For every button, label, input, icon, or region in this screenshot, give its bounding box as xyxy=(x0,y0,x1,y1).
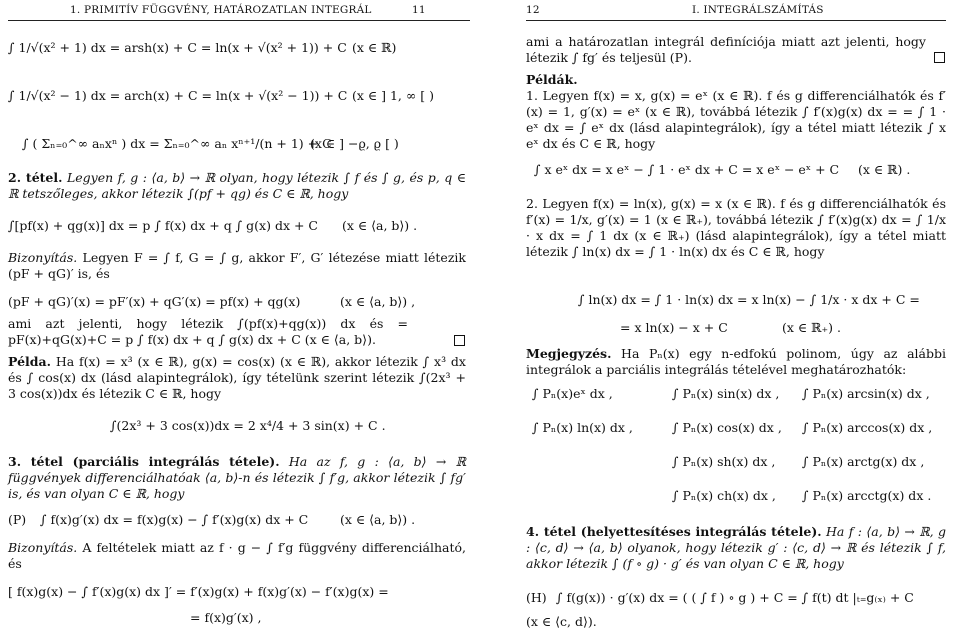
remark-integral: ∫ Pₙ(x) sin(x) dx , xyxy=(672,386,780,401)
right-page xyxy=(482,0,960,633)
theorem-4 xyxy=(526,524,946,572)
qed-square-icon xyxy=(454,335,465,346)
right-running-header xyxy=(482,4,960,20)
proof-2 xyxy=(8,540,466,572)
formula-arch-condition: (x ∈ ] 1, ∞ [ ) xyxy=(352,88,434,103)
example-1-body: Ha f(x) = x³ (x ∈ ℝ), g(x) = cos(x) (x ∈ ℝ), akkor létezik ∫ x³ dx és ∫ cos(x) dx (lásd alapintegrálok), így tételünk szerint létezik ∫(2x³ + 3 cos(x))dx és létezik C ∈ ℝ, hogy xyxy=(8,354,466,401)
theorem-4-condition: (x ∈ ⟨c, d⟩). xyxy=(526,614,597,629)
formula-arsh-condition: (x ∈ ℝ) xyxy=(352,40,397,55)
theorem-3-body: Ha az f, g : ⟨a, b⟩ → ℝ függvények differenciálhatóak ⟨a, b⟩-n és létezik ∫ f′g, akkor létezik ∫ fg′ is, és van olyan C ∈ ℝ, hogy xyxy=(8,454,466,501)
remark-integral: ∫ Pₙ(x) cos(x) dx , xyxy=(672,420,782,435)
left-page xyxy=(0,0,478,633)
example-ln-condition: (x ∈ ℝ₊) . xyxy=(782,320,841,335)
examples-heading: Példák. xyxy=(526,72,578,87)
theorem-3 xyxy=(8,454,466,502)
remark-integral: ∫ Pₙ(x) arctg(x) dx , xyxy=(802,454,925,469)
proof-2-equation-1: [ f(x)g(x) − ∫ f′(x)g(x) dx ]′ = f′(x)g(x) + f(x)g′(x) − f′(x)g(x) = xyxy=(8,584,389,599)
theorem-2-label: 2. tétel. xyxy=(8,170,63,185)
proof-1-tail: ami azt jelenti, hogy létezik ∫(pf(x)+qg(x)) dx és = pF(x)+qG(x)+C = p ∫ f(x) dx + q ∫ g(x) dx + C (x ∈ ⟨a, b⟩). xyxy=(8,316,408,347)
proof-2-body: A feltételek miatt az f · g − ∫ f′g függvény differenciálható, és xyxy=(8,540,466,571)
remark-integral: ∫ Pₙ(x) ln(x) dx , xyxy=(532,420,633,435)
remark-body: Ha Pₙ(x) egy n-edfokú polinom, úgy az alábbi integrálok a parciális integrálás tételével meghatározhatók: xyxy=(526,346,946,377)
formula-power-series: ∫ ( Σₙ₌₀^∞ aₙxⁿ ) dx = Σₙ₌₀^∞ aₙ xⁿ⁺¹/(n + 1) + C xyxy=(22,136,332,151)
proof-1-equation: (pF + qG)′(x) = pF′(x) + qG′(x) = pf(x) + qg(x) xyxy=(8,294,301,309)
theorem-4-tag: (H) xyxy=(526,590,547,605)
proof-1-condition: (x ∈ ⟨a, b⟩) , xyxy=(340,294,416,309)
example-exp-equation: ∫ x eˣ dx = x eˣ − ∫ 1 · eˣ dx + C = x eˣ − eˣ + C xyxy=(534,162,840,177)
formula-power-series-condition: (x ∈ ] −ϱ, ϱ [ ) xyxy=(310,136,399,151)
formula-arch: ∫ 1/√(x² − 1) dx = arch(x) + C = ln(x + √(x² − 1)) + C xyxy=(8,88,348,103)
left-header-rule xyxy=(8,20,470,21)
theorem-3-label: 3. tétel (parciális integrálás tétele). xyxy=(8,454,280,469)
example-ln-equation-1: ∫ ln(x) dx = ∫ 1 · ln(x) dx = x ln(x) − ∫ 1/x · x dx + C = xyxy=(578,292,920,307)
theorem-4-equation: ∫ f(g(x)) · g′(x) dx = ( ( ∫ f ) ∘ g ) + C = ∫ f(t) dt |ₜ₌g₍ₓ₎ + C xyxy=(556,590,914,605)
left-page-number: 11 xyxy=(412,4,426,16)
remark-integral: ∫ Pₙ(x) ch(x) dx , xyxy=(672,488,776,503)
remark-integral: ∫ Pₙ(x)eˣ dx , xyxy=(532,386,613,401)
remark-integral: ∫ Pₙ(x) sh(x) dx , xyxy=(672,454,776,469)
theorem-3-equation: ∫ f(x)g′(x) dx = f(x)g(x) − ∫ f′(x)g(x) dx + C xyxy=(40,512,309,527)
formula-arsh: ∫ 1/√(x² + 1) dx = arsh(x) + C = ln(x + √(x² + 1)) + C xyxy=(8,40,347,55)
qed-square-icon xyxy=(934,52,945,63)
remark-integral: ∫ Pₙ(x) arccos(x) dx , xyxy=(802,420,933,435)
theorem-3-condition: (x ∈ ⟨a, b⟩) . xyxy=(340,512,416,527)
example-1-equation: ∫(2x³ + 3 cos(x))dx = 2 x⁴/4 + 3 sin(x) + C . xyxy=(110,418,386,433)
right-intro: ami a határozatlan integrál definíciója miatt azt jelenti, hogy létezik ∫ fg′ és teljesül (P). xyxy=(526,34,926,65)
proof-1 xyxy=(8,250,466,282)
theorem-4-label: 4. tétel (helyettesítéses integrálás tétele). xyxy=(526,524,822,539)
right-header-rule xyxy=(526,20,946,21)
left-running-header xyxy=(0,4,478,20)
right-header-title: I. INTEGRÁLSZÁMÍTÁS xyxy=(692,4,824,16)
example-ln: 2. Legyen f(x) = ln(x), g(x) = x (x ∈ ℝ). f és g differenciálhatók és f′(x) = 1/x, g′(x) = 1 (x ∈ ℝ₊), továbbá létezik ∫ f′(x)g(x) dx = ∫ 1/x · x dx = ∫ 1 dx (x ∈ ℝ₊) (lásd alapintegrálok), így a tétel miatt létezik ∫ ln(x) dx = ∫ 1 · ln(x) dx és C ∈ ℝ, hogy xyxy=(526,196,946,259)
theorem-2-body: Legyen f, g : ⟨a, b⟩ → ℝ olyan, hogy létezik ∫ f és ∫ g, és p, q ∈ ℝ tetszőleges, akkor létezik ∫(pf + qg) és C ∈ ℝ, hogy xyxy=(8,170,466,201)
example-1 xyxy=(8,354,466,402)
theorem-2 xyxy=(8,170,466,202)
example-ln-equation-2: = x ln(x) − x + C xyxy=(620,320,728,335)
remark xyxy=(526,346,946,378)
remark-integral: ∫ Pₙ(x) arcsin(x) dx , xyxy=(802,386,930,401)
theorem-3-tag: (P) xyxy=(8,512,27,527)
proof-1-body: Legyen F = ∫ f, G = ∫ g, akkor F′, G′ létezése miatt létezik (pF + qG)′ is, és xyxy=(8,250,466,281)
left-header-title: 1. PRIMITÍV FÜGGVÉNY, HATÁROZATLAN INTEGRÁL xyxy=(70,4,372,16)
proof-1-label: Bizonyítás. xyxy=(8,250,78,265)
proof-2-label: Bizonyítás. xyxy=(8,540,78,555)
theorem-4-body: Ha f : ⟨a, b⟩ → ℝ, g : ⟨c, d⟩ → ⟨a, b⟩ olyanok, hogy létezik g′ : ⟨c, d⟩ → ℝ és létezik ∫ f, akkor létezik ∫ (f ∘ g) · g′ és van olyan C ∈ ℝ, hogy xyxy=(526,524,946,571)
remark-label: Megjegyzés. xyxy=(526,346,612,361)
right-page-number: 12 xyxy=(526,4,540,16)
example-exp-condition: (x ∈ ℝ) . xyxy=(858,162,911,177)
proof-2-equation-2: = f(x)g′(x) , xyxy=(190,610,262,625)
remark-integral: ∫ Pₙ(x) arcctg(x) dx . xyxy=(802,488,932,503)
theorem-2-equation: ∫[pf(x) + qg(x)] dx = p ∫ f(x) dx + q ∫ g(x) dx + C xyxy=(8,218,318,233)
theorem-2-condition: (x ∈ ⟨a, b⟩) . xyxy=(342,218,418,233)
example-exp: 1. Legyen f(x) = x, g(x) = eˣ (x ∈ ℝ). f és g differenciálhatók és f′(x) = 1, g′(x) = eˣ (x ∈ ℝ), továbbá létezik ∫ f′(x)g(x) dx = = ∫ 1 · eˣ dx = ∫ eˣ dx (lásd alapintegrálok), így a tétel miatt létezik ∫ x eˣ dx és C ∈ ℝ, hogy xyxy=(526,88,946,151)
example-1-label: Példa. xyxy=(8,354,51,369)
